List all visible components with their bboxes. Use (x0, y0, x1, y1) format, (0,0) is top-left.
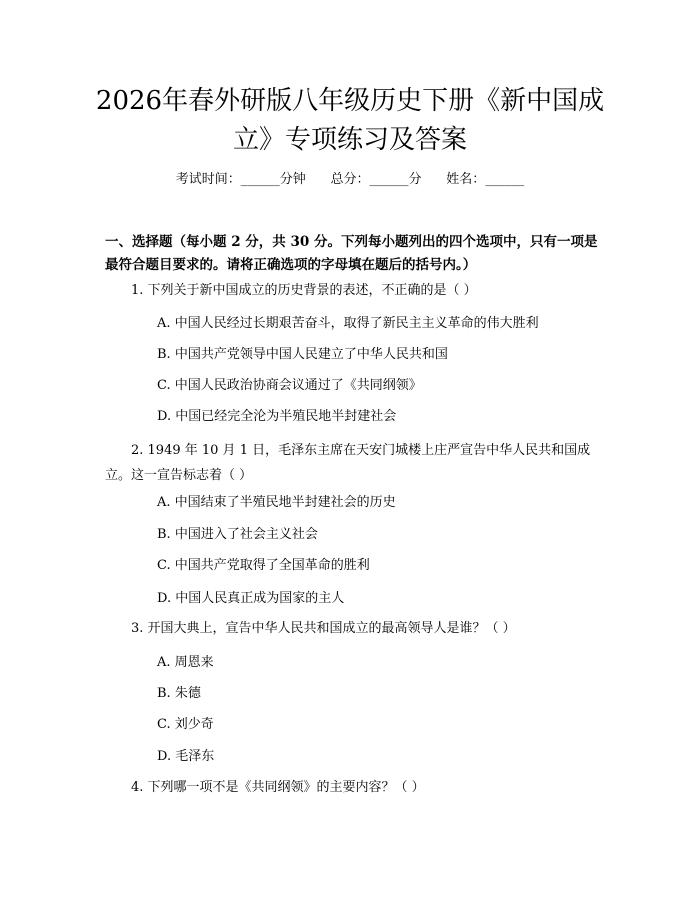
exam-info-line: 考试时间：______分钟 总分：______分 姓名：______ (175, 172, 525, 187)
question-1-option-b: B. 中国共产党领导中国人民建立了中华人民共和国 (157, 347, 448, 362)
question-3-option-a: A. 周恩来 (157, 655, 214, 670)
section-heading: 一、选择题（每小题 2 分，共 30 分。下列每小题列出的四个选项中，只有一项是最符合题目要求的。请将正确选项的字母填在题后的括号内。） (105, 234, 598, 273)
page-title-line-2: 立》专项练习及答案 (232, 125, 467, 155)
question-4-stem: 4. 下列哪一项不是《共同纲领》的主要内容？（ ） (131, 780, 425, 795)
question-2-stem: 2. 1949 年 10 月 1 日，毛泽东主席在天安门城楼上庄严宣告中华人民共和国成立。这一宣告标志着（ ） (105, 443, 591, 483)
question-2-option-b: B. 中国进入了社会主义社会 (157, 527, 318, 542)
question-3-option-b: B. 朱德 (157, 686, 201, 701)
question-2-option-d: D. 中国人民真正成为国家的主人 (157, 591, 345, 606)
question-2-option-c: C. 中国共产党取得了全国革命的胜利 (157, 558, 370, 573)
question-1-option-a: A. 中国人民经过长期艰苦奋斗，取得了新民主主义革命的伟大胜利 (157, 316, 539, 331)
question-1-stem: 1. 下列关于新中国成立的历史背景的表述，不正确的是（ ） (131, 283, 477, 298)
question-1-option-c: C. 中国人民政治协商会议通过了《共同纲领》 (157, 378, 422, 393)
question-3-stem: 3. 开国大典上，宣告中华人民共和国成立的最高领导人是谁？（ ） (131, 621, 516, 636)
page-title-line-1: 2026年春外研版八年级历史下册《新中国成 (95, 86, 605, 116)
question-3-option-d: D. 毛泽东 (157, 749, 215, 764)
question-2-option-a: A. 中国结束了半殖民地半封建社会的历史 (157, 495, 396, 510)
question-1-option-d: D. 中国已经完全沦为半殖民地半封建社会 (157, 409, 397, 424)
question-3-option-c: C. 刘少奇 (157, 717, 214, 732)
